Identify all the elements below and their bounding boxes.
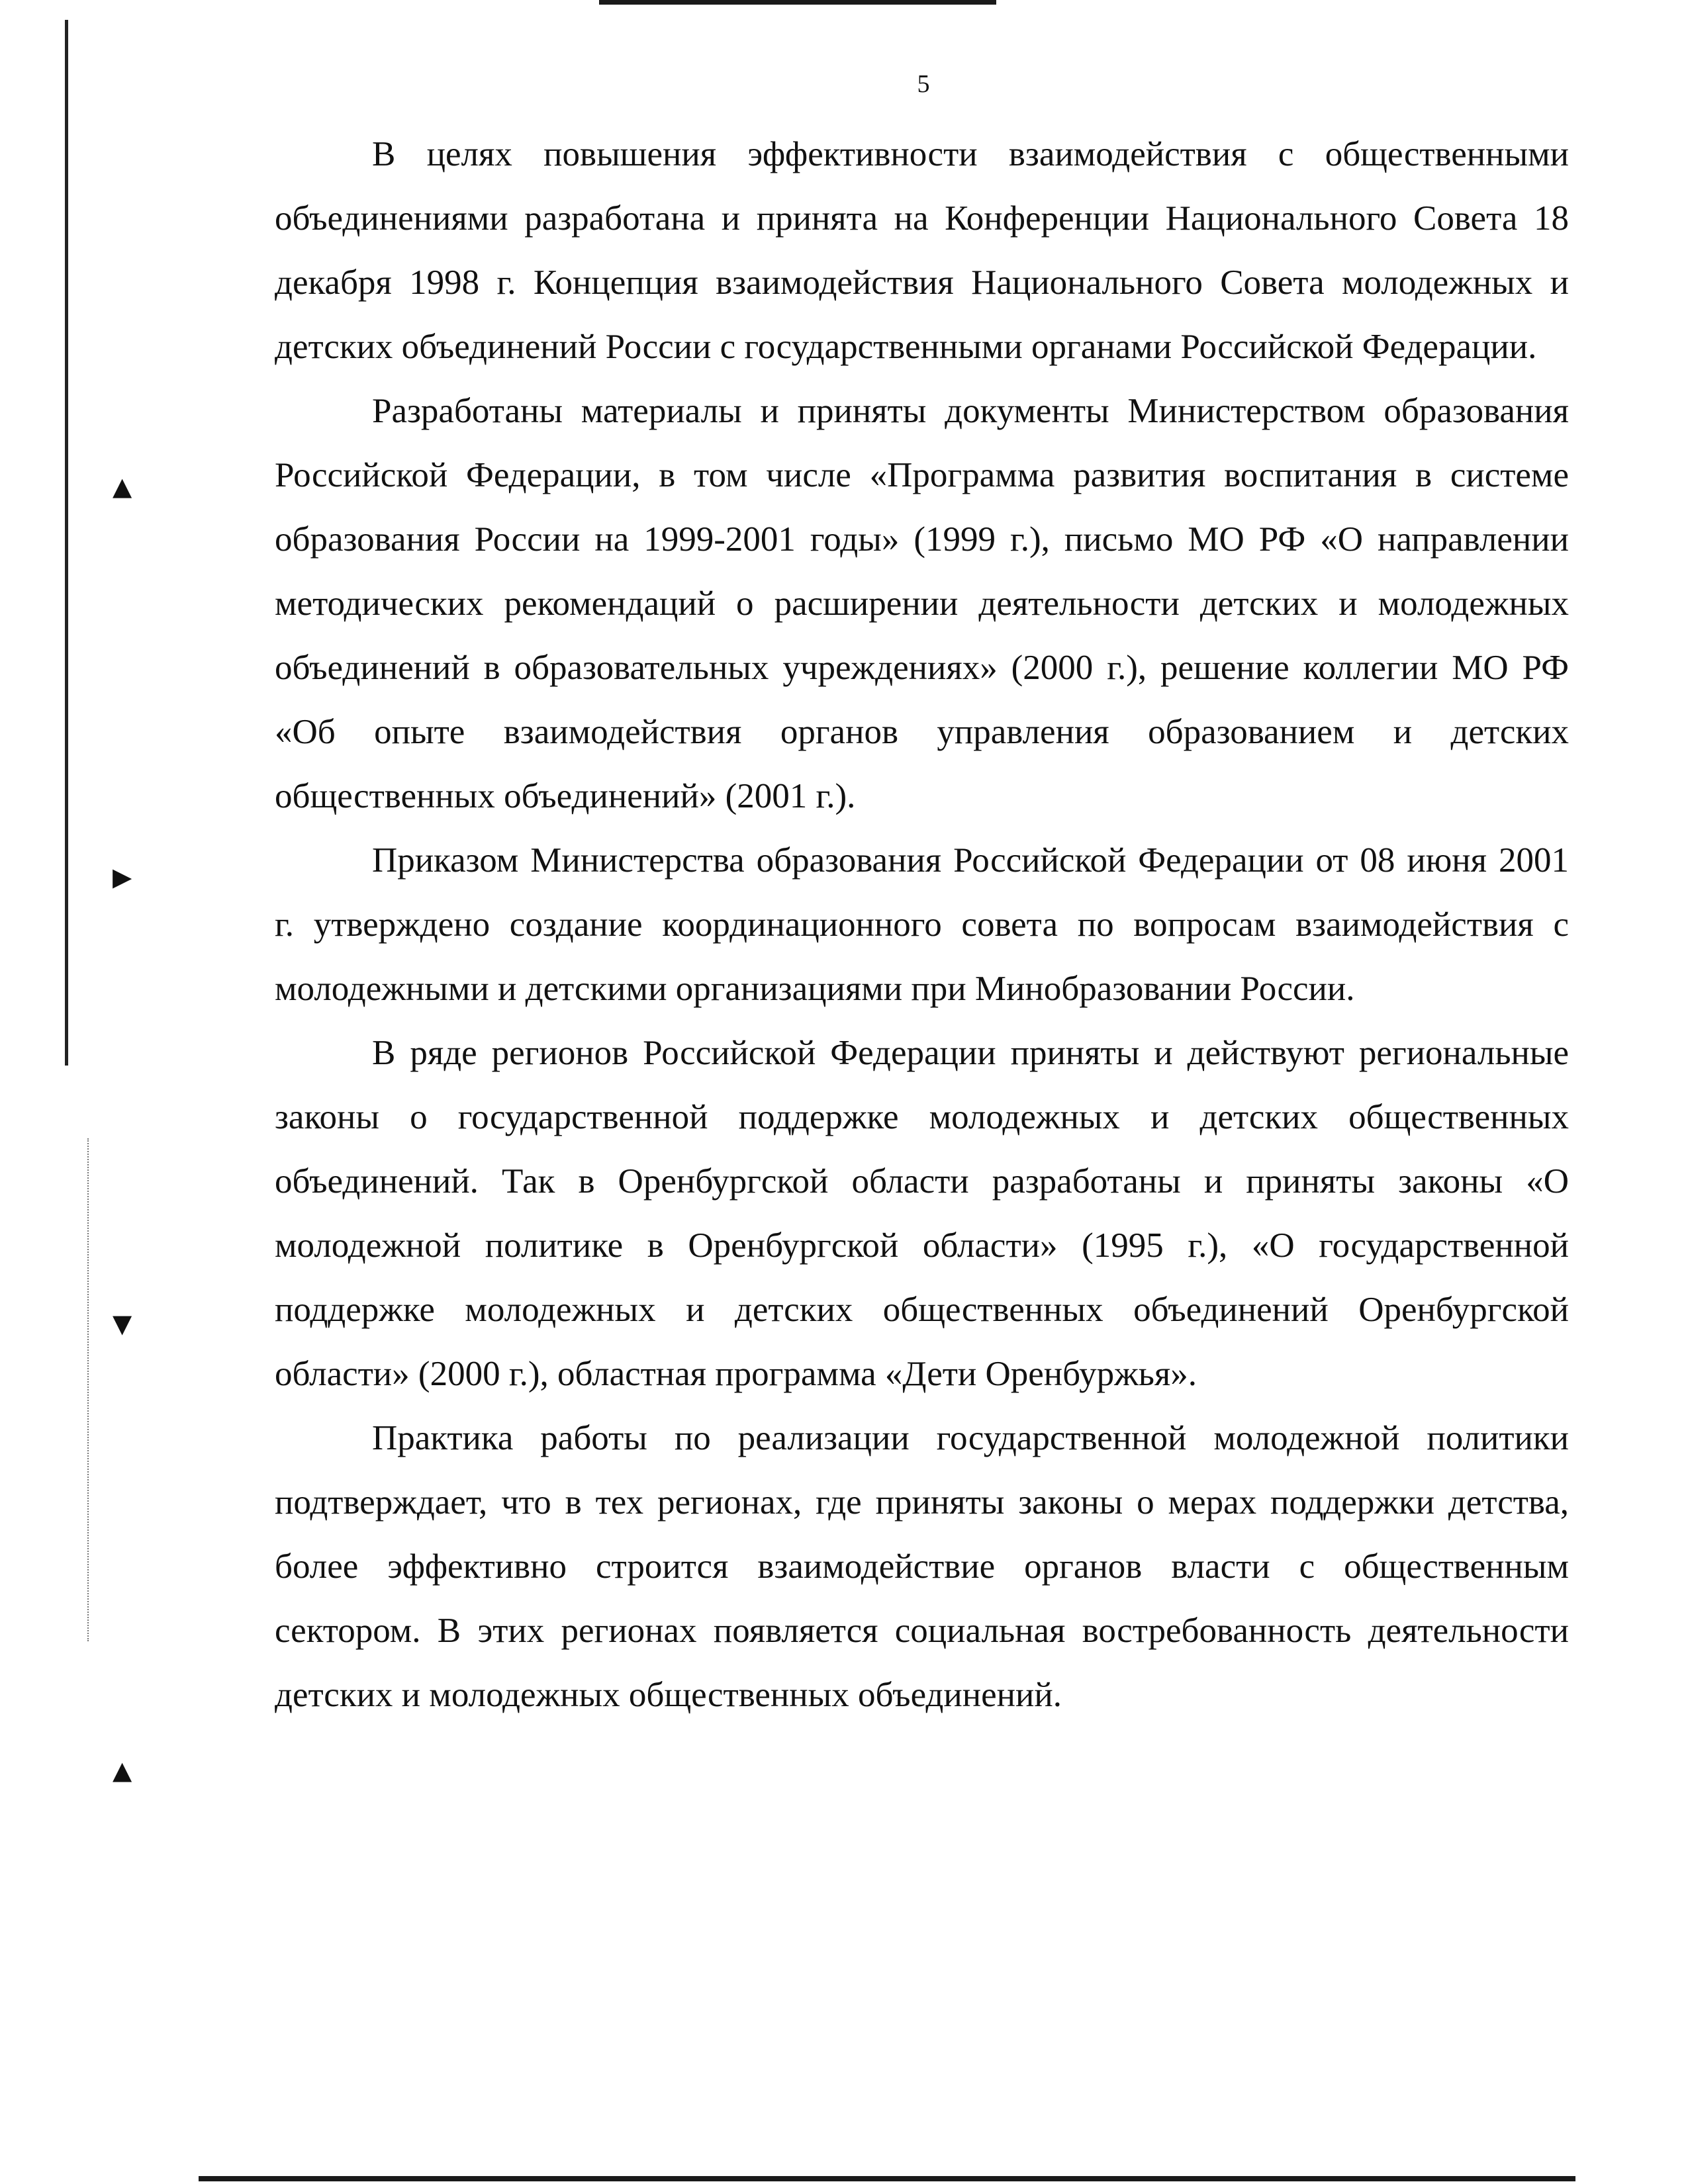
scan-edge-top xyxy=(599,0,996,5)
punch-hole-mark: ▲ xyxy=(113,1756,132,1785)
scan-noise-left xyxy=(87,1138,90,1641)
paragraph: Практика работы по реализации государственной молодежной политики подтверждает, что в тех регионах, где приняты законы о мерах поддержки детства, более эффективно строится взаимодействие органов власти с общественным сектором. В этих регионах появляется социальная востребованность деятельности детских и молодежных общественных объединений. xyxy=(275,1419,1569,1714)
paragraph: Приказом Министерства образования Российской Федерации от 08 июня 2001 г. утверждено создание координационного совета по вопросам взаимодействия с молодежными и детскими организациями при Минобразовании России. xyxy=(275,841,1569,1008)
body-text xyxy=(275,122,1569,1727)
paragraph: В ряде регионов Российской Федерации приняты и действуют региональные законы о государственной поддержке молодежных и детских общественных объединений. Так в Оренбургской области разработаны и приняты законы «О молодежной политике в Оренбургской области» (1995 г.), «О государственной поддержке молодежных и детских общественных объединений Оренбургской области» (2000 г.), областная программа «Дети Оренбуржья». xyxy=(275,1034,1569,1393)
punch-hole-mark: ▶ xyxy=(113,862,132,891)
paragraph: В целях повышения эффективности взаимодействия с общественными объединениями разработана и принята на Конференции Национального Совета 18 декабря 1998 г. Концепция взаимодействия Национального Совета молодежных и детских объединений России с государственными органами Российской Федерации. xyxy=(275,135,1569,366)
scan-edge-bottom xyxy=(199,2176,1575,2181)
paragraph: Разработаны материалы и приняты документы Министерством образования Российской Федерации, в том числе «Программа развития воспитания в системе образования России на 1999-2001 годы» (1999 г.), письмо МО РФ «О направлении методических рекомендаций о расширении деятельности детских и молодежных объединений в образовательных учреждениях» (2000 г.), решение коллегии МО РФ «Об опыте взаимодействия органов управления образованием и детских общественных объединений» (2001 г.). xyxy=(275,392,1569,815)
punch-hole-mark: ▲ xyxy=(113,472,132,501)
scan-edge-left xyxy=(65,20,68,1066)
page-number: 5 xyxy=(917,70,930,98)
punch-hole-mark: ▼ xyxy=(113,1309,132,1338)
